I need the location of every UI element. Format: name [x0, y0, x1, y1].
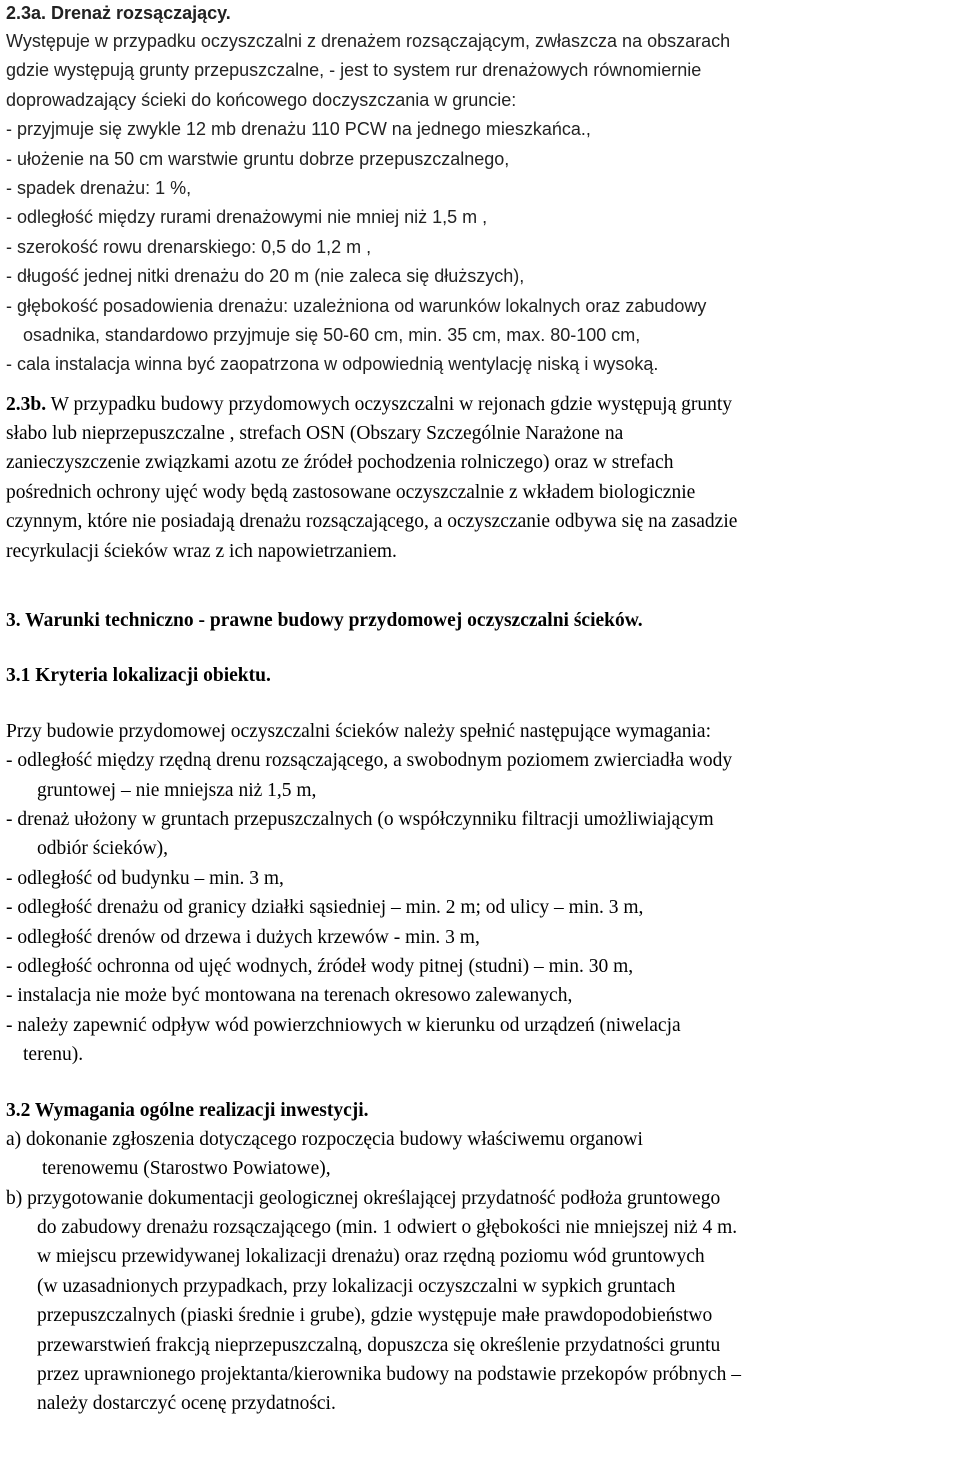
- location-rule-2: - drenaż ułożony w gruntach przepuszczalnych (o współczynniku filtracji umożliwiającym: [6, 808, 714, 830]
- section-2-3b-line-3: zanieczyszczenie związkami azotu ze źródeł pochodzenia rolniczego) oraz w strefach: [6, 452, 674, 474]
- requirement-b-line-6: przewarstwień frakcją nieprzepuszczalną, dopuszcza się określenie przydatności gruntu: [37, 1334, 721, 1356]
- section-2-3b-text: W przypadku budowy przydomowych oczyszczalni w rejonach gdzie występują grunty: [46, 393, 733, 415]
- section-2-3b-line-5: czynnym, które nie posiadają drenażu rozsączającego, a oczyszczanie odbywa się na zasadzie: [6, 511, 738, 533]
- drainage-rule-8: - cala instalacja winna być zaopatrzona w odpowiednią wentylację niską i wysoką.: [6, 354, 659, 375]
- section-3-heading: 3. Warunki techniczno - prawne budowy przydomowej oczyszczalni ścieków.: [6, 610, 643, 632]
- location-rule-1: - odległość między rzędną drenu rozsączającego, a swobodnym poziomem zwierciadła wody: [6, 750, 733, 772]
- location-rule-3: - odległość od budynku – min. 3 m,: [6, 867, 284, 889]
- location-rule-2-cont: odbiór ścieków),: [37, 838, 169, 860]
- location-rule-8: - należy zapewnić odpływ wód powierzchniowych w kierunku od urządzeń (niwelacja: [6, 1014, 681, 1036]
- section-3-1-heading: 3.1 Kryteria lokalizacji obiektu.: [6, 665, 271, 687]
- section-2-3b-line-1: [6, 390, 956, 419]
- location-rule-8-cont: terenu).: [23, 1044, 84, 1066]
- section-2-3b-line-6: recyrkulacji ścieków wraz z ich napowietrzaniem.: [6, 540, 397, 562]
- location-rule-7: - instalacja nie może być montowana na terenach okresowo zalewanych,: [6, 985, 573, 1007]
- drainage-rule-4: - odległość między rurami drenażowymi nie mniej niż 1,5 m ,: [6, 207, 488, 228]
- requirement-b-line-7: przez uprawnionego projektanta/kierownika budowy na podstawie przekopów próbnych –: [37, 1364, 741, 1386]
- requirement-a: a) dokonanie zgłoszenia dotyczącego rozpoczęcia budowy właściwemu organowi: [6, 1128, 643, 1150]
- section-2-3b-line-4: pośrednich ochrony ujęć wody będą zastosowane oczyszczalnie z wkładem biologicznie: [6, 481, 696, 503]
- section-3-1-intro: Przy budowie przydomowej oczyszczalni ścieków należy spełnić następujące wymagania:: [6, 720, 711, 742]
- requirement-b-line-5: przepuszczalnych (piaski średnie i grube), gdzie występuje małe prawdopodobieństwo: [37, 1305, 713, 1327]
- requirement-b: b) przygotowanie dokumentacji geologicznej określającej przydatność podłoża gruntowego: [6, 1187, 721, 1209]
- requirement-a-cont: terenowemu (Starostwo Powiatowe),: [42, 1158, 331, 1180]
- drainage-rule-1: - przyjmuje się zwykle 12 mb drenażu 110 PCW na jednego mieszkańca.,: [6, 119, 591, 140]
- location-rule-4: - odległość drenażu od granicy działki sąsiedniej – min. 2 m; od ulicy – min. 3 m,: [6, 897, 644, 919]
- location-rule-1-cont: gruntowej – nie mniejsza niż 1,5 m,: [37, 779, 317, 801]
- drainage-rule-5: - szerokość rowu drenarskiego: 0,5 do 1,2 m ,: [6, 236, 372, 257]
- requirement-b-line-2: do zabudowy drenażu rozsączającego (min. 1 odwiert o głębokości nie mniejszej niż 4 m.: [37, 1217, 738, 1239]
- section-2-3a-line-1: Występuje w przypadku oczyszczalni z drenażem rozsączającym, zwłaszcza na obszarach: [6, 31, 731, 51]
- section-2-3a-heading: 2.3a. Drenaż rozsączający.: [6, 3, 231, 23]
- drainage-rule-2: - ułożenie na 50 cm warstwie gruntu dobrze przepuszczalnego,: [6, 148, 510, 169]
- drainage-rule-3: - spadek drenażu: 1 %,: [6, 177, 192, 198]
- drainage-rule-6: - długość jednej nitki drenażu do 20 m (nie zaleca się dłuższych),: [6, 266, 525, 287]
- location-rule-6: - odległość ochronna od ujęć wodnych, źródeł wody pitnej (studni) – min. 30 m,: [6, 955, 634, 977]
- drainage-rule-7: - głębokość posadowienia drenażu: uzależniona od warunków lokalnych oraz zabudowy: [6, 295, 707, 316]
- section-2-3a-line-3: doprowadzający ścieki do końcowego doczyszczania w gruncie:: [6, 89, 517, 110]
- location-rule-5: - odległość drenów od drzewa i dużych krzewów - min. 3 m,: [6, 926, 480, 948]
- section-2-3b-label: 2.3b.: [6, 393, 47, 415]
- requirement-b-line-4: (w uzasadnionych przypadkach, przy lokalizacji oczyszczalni w sypkich gruntach: [37, 1275, 676, 1297]
- requirement-b-line-3: w miejscu przewidywanej lokalizacji drenażu) oraz rzędną poziomu wód gruntowych: [37, 1246, 705, 1268]
- drainage-rule-7-cont: osadnika, standardowo przyjmuje się 50-60 cm, min. 35 cm, max. 80-100 cm,: [23, 324, 641, 345]
- section-2-3a-line-2: gdzie występują grunty przepuszczalne, - jest to system rur drenażowych równomiernie: [6, 60, 702, 81]
- requirement-b-line-8: należy dostarczyć ocenę przydatności.: [37, 1393, 336, 1415]
- section-3-2-heading: 3.2 Wymagania ogólne realizacji inwestycji.: [6, 1099, 369, 1121]
- section-2-3b-line-2: słabo lub nieprzepuszczalne , strefach OSN (Obszary Szczególnie Narażone na: [6, 423, 624, 445]
